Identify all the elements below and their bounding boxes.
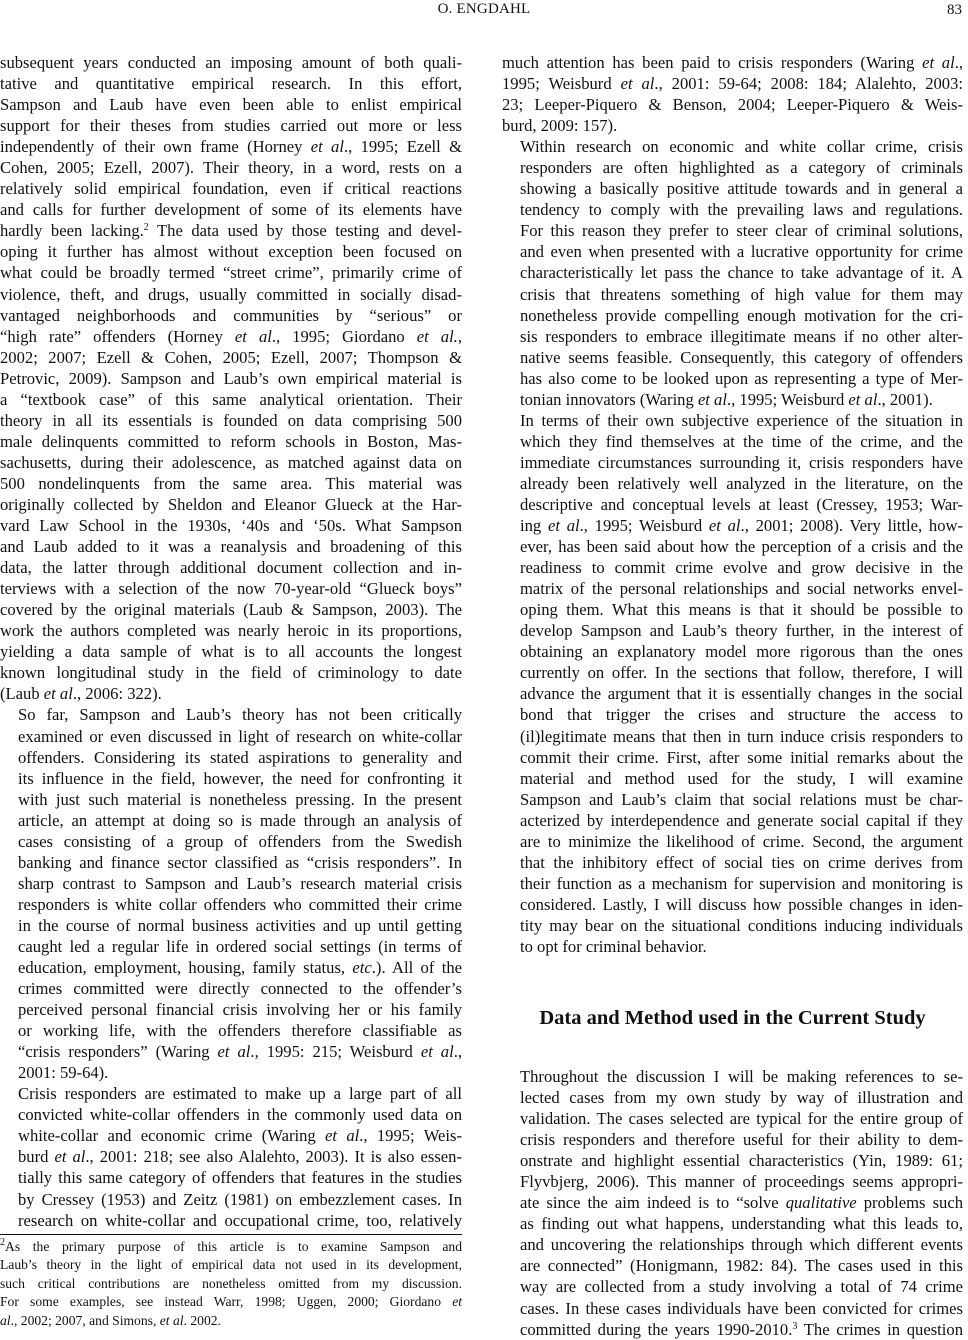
text-line: are connected” (Honigmann, 1982: 84). The cases used in this bbox=[520, 1256, 963, 1276]
text-line: work the authors completed was nearly heroic in its proportions, bbox=[0, 621, 462, 641]
text-line: support for their theses from studies carried out more or less bbox=[0, 116, 462, 136]
text-line: way are collected from a study involving a total of 74 crime bbox=[520, 1277, 963, 1297]
text-line: Sampson and Laub have even been able to enlist empirical bbox=[0, 95, 462, 115]
text-line: has also come to be looked upon as representing a type of Mer- bbox=[520, 368, 963, 388]
text-line: originally collected by Sheldon and Eleanor Glueck at the Har- bbox=[0, 494, 462, 514]
text-line: to opt for criminal behavior. bbox=[520, 936, 707, 956]
text-line: 500 nondelinquents from the same area. This material was bbox=[0, 473, 462, 493]
text-line: ate since the aim indeed is to “solve qualitative problems such bbox=[520, 1193, 963, 1213]
text-line: known longitudinal study in the field of criminology to date bbox=[0, 663, 462, 683]
text-line: ever, has been said about how the perception of a crisis and the bbox=[520, 537, 963, 557]
text-line: Sampson and Laub’s claim that social relations must be char- bbox=[520, 789, 963, 809]
text-line: Petrovic, 2009). Sampson and Laub’s own empirical material is bbox=[0, 368, 462, 388]
text-line: perceived personal financial crisis involving her or his family bbox=[18, 1000, 462, 1020]
text-line: 2001: 59-64). bbox=[18, 1063, 109, 1083]
text-line: sharp contrast to Sampson and Laub’s research material crisis bbox=[18, 873, 462, 893]
section-heading: Data and Method used in the Current Study bbox=[539, 1007, 926, 1029]
text-line: white-collar and economic crime (Waring et al., 1995; Weis- bbox=[18, 1126, 462, 1146]
text-line: much attention has been paid to crisis responders (Waring et al., bbox=[502, 53, 963, 72]
text-line: matrix of the personal relationships and social networks envel- bbox=[520, 579, 963, 599]
text-line: crisis that threatens something of high value for them may bbox=[520, 284, 963, 304]
text-line: cases. In these cases individuals have been convicted for crimes bbox=[520, 1298, 963, 1318]
text-line: bond that trigger the crises and structure the access to bbox=[520, 705, 963, 725]
text-line: convicted white-collar offenders in the commonly used data on bbox=[18, 1105, 462, 1125]
text-line: commit their crime. First, after some initial remarks about the bbox=[520, 747, 963, 767]
text-line: that the inhibitory effect of social ties on crime derives from bbox=[520, 852, 963, 872]
text-line: as finding out what happens, understanding what this leads to, bbox=[520, 1214, 963, 1234]
text-line: “crisis responders” (Waring et al., 1995: 215; Weisburd et al., bbox=[18, 1042, 463, 1062]
text-line: what could be broadly termed “street crime”, primarily crime of bbox=[0, 263, 462, 283]
text-line: research on white-collar and occupational crime, too, relatively bbox=[18, 1210, 462, 1230]
text-line: 2002; 2007; Ezell & Cohen, 2005; Ezell, 2007; Thompson & bbox=[0, 347, 462, 367]
text-line: native seems feasible. Consequently, this category of offenders bbox=[520, 347, 963, 367]
text-line: with just such material is nonetheless pressing. In the present bbox=[18, 789, 462, 809]
text-line: sis responders to embrace illegitimate means if no other alter- bbox=[520, 326, 963, 346]
text-line: by Cressey (1953) and Zeitz (1981) on embezzlement cases. In bbox=[18, 1189, 462, 1209]
text-line: vard Law School in the 1930s, ‘40s and ‘50s. What Sampson bbox=[0, 516, 462, 536]
text-line: So far, Sampson and Laub’s theory has not been critically bbox=[18, 705, 462, 725]
footnote-line: such critical contributions are nonetheless omitted from my discussion. bbox=[0, 1275, 462, 1291]
text-line: education, employment, housing, family status, etc.). All of the bbox=[18, 958, 462, 978]
text-line: vantaged neighborhoods and communities by “serious” or bbox=[0, 305, 462, 325]
text-line: Throughout the discussion I will be making references to se- bbox=[520, 1067, 963, 1086]
text-line: crimes committed were directly connected to the offender’s bbox=[18, 979, 462, 999]
body-paragraph bbox=[0, 52, 462, 704]
text-line: are to minimize the likelihood of crime. Second, the argument bbox=[520, 831, 963, 851]
left-column bbox=[0, 52, 462, 1231]
text-line: tendency to comply with the prevailing laws and regulations. bbox=[520, 200, 963, 220]
text-line: their function as a mechanism for supervision and monitoring is bbox=[520, 873, 963, 893]
text-line: yielding a data sample of what is to all accounts the longest bbox=[0, 642, 462, 662]
text-line: 23; Leeper-Piquero & Benson, 2004; Leeper-Piquero & Weis- bbox=[502, 95, 963, 115]
text-line: In terms of their own subjective experience of the situation in bbox=[520, 410, 963, 430]
text-line: sachusetts, during their adolescence, as matched against data on bbox=[0, 452, 462, 472]
running-head bbox=[0, 0, 968, 24]
text-line: readiness to commit crime evolve and grow decisive in the bbox=[520, 558, 963, 578]
text-line: hardly been lacking.$^2$ The data used by those testing and devel- bbox=[0, 221, 462, 241]
text-line: independently of their own frame (Horney et al., 1995; Ezell & bbox=[0, 137, 463, 157]
page-number: 83 bbox=[947, 2, 962, 18]
footnote-line: For some examples, see instead Warr, 1998; Uggen, 2000; Giordano et bbox=[0, 1294, 462, 1310]
text-line: and uncovering the relationships through which different events bbox=[520, 1235, 963, 1255]
text-line: considered. Lastly, I will discuss how possible changes in iden- bbox=[520, 894, 963, 914]
text-line: crisis responders and therefore useful for their ability to dem- bbox=[520, 1130, 963, 1150]
text-line: oping it further has almost without exception been focused on bbox=[0, 242, 462, 262]
footnote-line: Laub’s theory in the light of empirical data not used in its development, bbox=[0, 1257, 462, 1273]
text-line: obtaining an explanatory model more rigorous than the ones bbox=[520, 642, 963, 662]
text-line: already been relatively well analyzed in the literature, on the bbox=[520, 473, 963, 493]
text-line: banking and finance sector classified as “crisis responders”. In bbox=[18, 852, 462, 872]
text-line: responders are often highlighted as a category of criminals bbox=[520, 158, 963, 178]
text-line: data, the latter through additional document collection and in- bbox=[0, 558, 462, 578]
text-line: or working life, with the offenders therefore classifiable as bbox=[18, 1021, 462, 1041]
body-paragraph bbox=[502, 1066, 963, 1340]
text-line: burd, 2009: 157). bbox=[502, 116, 618, 136]
text-line: (il)legitimate means that then in turn induce crisis responders to bbox=[520, 726, 963, 746]
text-line: responders is white collar offenders who committed their crime bbox=[18, 894, 462, 914]
text-line: tially this same category of offenders that features in the studies bbox=[18, 1168, 462, 1188]
text-line: a “textbook case” of this same analytical orientation. Their bbox=[0, 389, 462, 409]
text-line: lected cases from my own study by way of illustration and bbox=[520, 1088, 963, 1108]
text-line: immediate circumstances surrounding it, crisis responders have bbox=[520, 452, 963, 472]
text-line: Crisis responders are estimated to make up a large part of all bbox=[18, 1084, 462, 1104]
footnote-2 bbox=[0, 1238, 462, 1330]
right-column-bottom bbox=[502, 1066, 963, 1340]
footnote-divider bbox=[0, 1234, 462, 1235]
body-paragraph bbox=[0, 704, 462, 1083]
text-line: nonetheless provide compelling enough motivation for the cri- bbox=[520, 305, 963, 325]
text-line: acterized by interdependence and generate social capital if they bbox=[520, 810, 963, 830]
text-line: advance the argument that it is essentially changes in the social bbox=[520, 684, 963, 704]
text-line: 1995; Weisburd et al., 2001: 59-64; 2008: 184; Alalehto, 2003: bbox=[502, 74, 964, 94]
body-paragraph bbox=[502, 52, 963, 136]
text-line: tity may bear on the situational conditions inducing individuals bbox=[520, 915, 963, 935]
text-line: oping them. What this means is that it should be possible to bbox=[520, 600, 963, 620]
body-paragraph bbox=[502, 410, 963, 957]
text-line: caught led a regular life in ordered social settings (in terms of bbox=[18, 936, 462, 956]
text-line: characteristically let pass the chance to take advantage of it. A bbox=[520, 263, 963, 283]
text-line: examined or even discussed in light of research on white-collar bbox=[18, 726, 462, 746]
text-line: male delinquents committed to reform schools in Boston, Mas- bbox=[0, 431, 462, 451]
text-line: violence, theft, and drugs, usually committed in socially disad- bbox=[0, 284, 462, 304]
text-line: and Laub added to it was a reanalysis and broadening of this bbox=[0, 537, 462, 557]
text-line: currently on offer. In the sections that follow, therefore, I will bbox=[520, 663, 963, 683]
text-line: relatively solid empirical foundation, even if critical reactions bbox=[0, 179, 462, 199]
text-line: “high rate” offenders (Horney et al., 1995; Giordano et al., bbox=[0, 326, 462, 346]
text-line: Flyvbjerg, 2006). This manner of proceedings seems appropri- bbox=[520, 1172, 963, 1192]
text-line: subsequent years conducted an imposing amount of both quali- bbox=[0, 53, 462, 72]
footnote-line: $^2$As the primary purpose of this article is to examine Sampson and bbox=[0, 1237, 462, 1254]
text-line: theory in all its essentials is founded on data comprising 500 bbox=[0, 410, 462, 430]
text-line: its influence in the field, however, the need for confronting it bbox=[18, 768, 462, 788]
text-line: cases consisting of a group of offenders from the Swedish bbox=[18, 831, 462, 851]
text-line: committed during the years 1990-2010.$^3$ The crimes in question bbox=[520, 1319, 963, 1339]
running-head-author: O. ENGDAHL bbox=[437, 1, 531, 17]
text-line: ing et al., 1995; Weisburd et al., 2001; 2008). Very little, how- bbox=[520, 516, 964, 536]
text-line: tative and quantitative empirical research. In this effort, bbox=[0, 74, 462, 94]
text-line: burd et al., 2001: 218; see also Alalehto, 2003). It is also essen- bbox=[18, 1147, 462, 1167]
text-line: showing a basically positive attitude towards and in general a bbox=[520, 179, 963, 199]
text-line: in the course of normal business activities and up until getting bbox=[18, 915, 462, 935]
text-line: Cohen, 2005; Ezell, 2007). Their theory, in a word, rests on a bbox=[0, 158, 462, 178]
text-line: descriptive and conceptual levels at least (Cressey, 1953; War- bbox=[520, 494, 963, 514]
text-line: and even when presented with a lucrative opportunity for crime bbox=[520, 242, 963, 262]
text-line: Within research on economic and white collar crime, crisis bbox=[520, 137, 963, 157]
text-line: develop Sampson and Laub’s theory further, in the interest of bbox=[520, 621, 963, 641]
body-paragraph bbox=[502, 136, 963, 410]
footnote-line: al., 2002; 2007, and Simons, et al. 2002. bbox=[0, 1312, 221, 1328]
text-line: For this reason they prefer to steer clear of criminal solutions, bbox=[520, 221, 963, 241]
text-line: onstrate and highlight essential characteristics (Yin, 1989: 61; bbox=[520, 1151, 963, 1171]
text-line: and calls for further development of some of its elements have bbox=[0, 200, 462, 220]
text-line: material and method used for the study, I will examine bbox=[520, 768, 963, 788]
text-line: tonian innovators (Waring et al., 1995; Weisburd et al., 2001). bbox=[520, 389, 933, 409]
text-line: article, an attempt at doing so is made through an analysis of bbox=[18, 810, 462, 830]
text-line: which they find themselves at the time of the crime, and the bbox=[520, 431, 963, 451]
text-line: covered by the original materials (Laub & Sampson, 2003). The bbox=[0, 600, 462, 620]
text-line: offenders. Considering its stated aspirations to generality and bbox=[18, 747, 462, 767]
text-line: validation. The cases selected are typical for the entire group of bbox=[520, 1109, 963, 1129]
text-line: terviews with a selection of the now 70-year-old “Glueck boys” bbox=[0, 579, 462, 599]
right-column-top bbox=[502, 52, 963, 957]
body-paragraph bbox=[0, 1083, 462, 1230]
text-line: (Laub et al., 2006: 322). bbox=[0, 684, 162, 704]
